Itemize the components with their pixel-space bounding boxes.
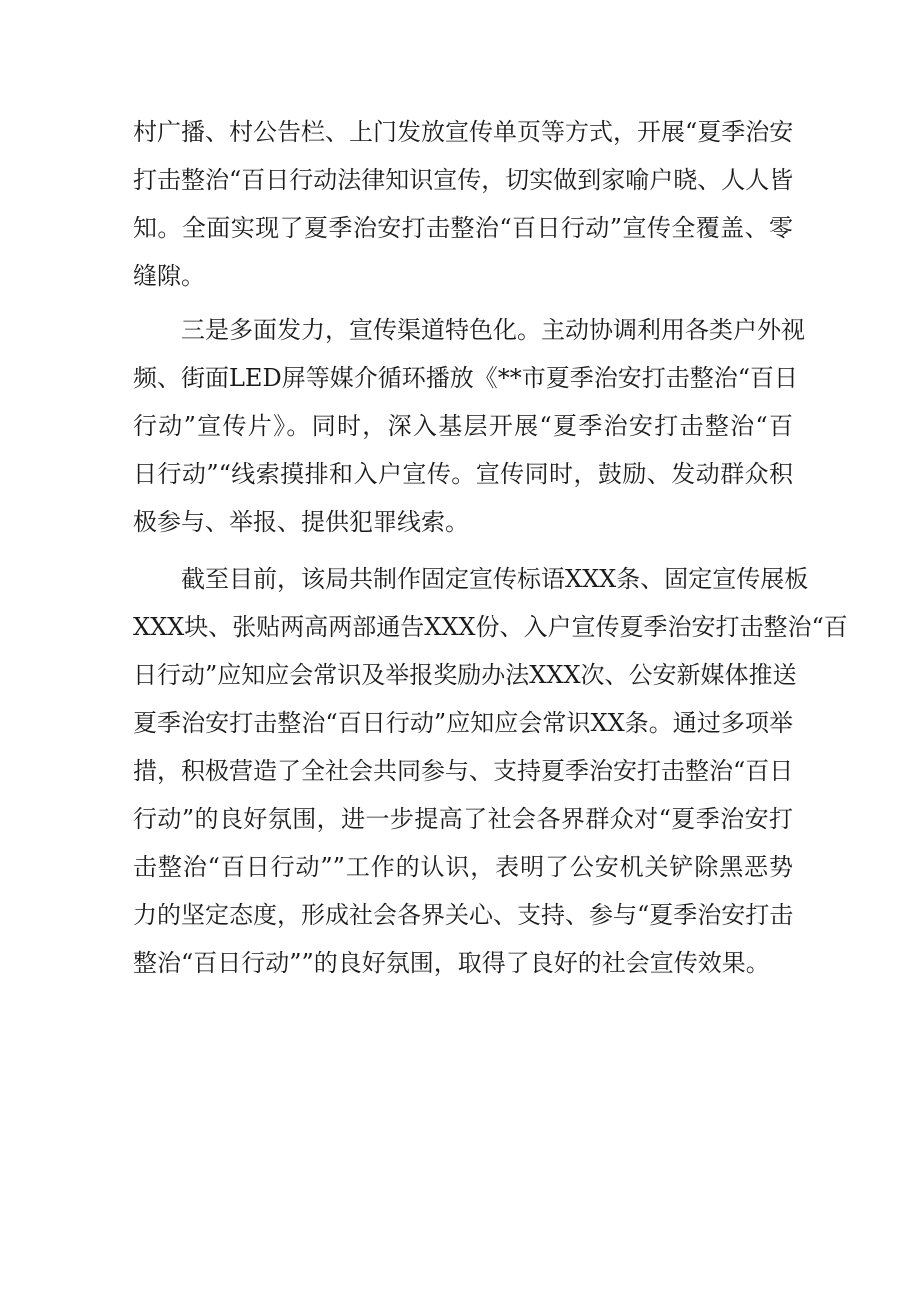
text-line: 行动”的良好氛围，进一步提高了社会各界群众对“夏季治安打: [133, 805, 793, 833]
text-line: XXX块、张贴两高两部通告XXX份、入户宣传夏季治安打击整治“百: [133, 613, 848, 641]
text-line: 村广播、村公告栏、上门发放宣传单页等方式，开展“夏季治安: [133, 118, 794, 146]
text-line: 行动”宣传片》。同时，深入基层开展“夏季治安打击整治“百: [133, 412, 793, 440]
text-line: 缝隙。: [133, 262, 205, 290]
text-line: 三是多面发力，宣传渠道特色化。主动协调利用各类户外视: [181, 316, 805, 344]
text-line: 极参与、举报、提供犯罪线索。: [133, 508, 469, 536]
text-line: 措，积极营造了全社会共同参与、支持夏季治安打击整治“百日: [133, 757, 794, 785]
text-line: 夏季治安打击整治“百日行动”应知应会常识XX条。通过多项举: [133, 709, 793, 737]
text-line: 打击整治“百日行动法律知识宣传，切实做到家喻户晓、人人皆: [133, 166, 794, 194]
text-line: 知。全面实现了夏季治安打击整治“百日行动”宣传全覆盖、零: [133, 214, 793, 242]
text-line: 整治“百日行动””的良好氛围，取得了良好的社会宣传效果。: [133, 949, 770, 977]
text-line: 频、街面LED屏等媒介循环播放《**市夏季治安打击整治“百日: [133, 364, 798, 392]
text-line: 日行动”应知应会常识及举报奖励办法XXX次、公安新媒体推送: [133, 661, 797, 689]
text-line: 截至目前，该局共制作固定宣传标语XXX条、固定宣传展板: [181, 565, 809, 593]
text-line: 日行动”“线索摸排和入户宣传。宣传同时，鼓励、发动群众积: [133, 460, 793, 488]
text-line: 击整治“百日行动””工作的认识，表明了公安机关铲除黑恶势: [133, 853, 793, 881]
text-line: 力的坚定态度，形成社会各界关心、支持、参与“夏季治安打击: [133, 901, 794, 929]
